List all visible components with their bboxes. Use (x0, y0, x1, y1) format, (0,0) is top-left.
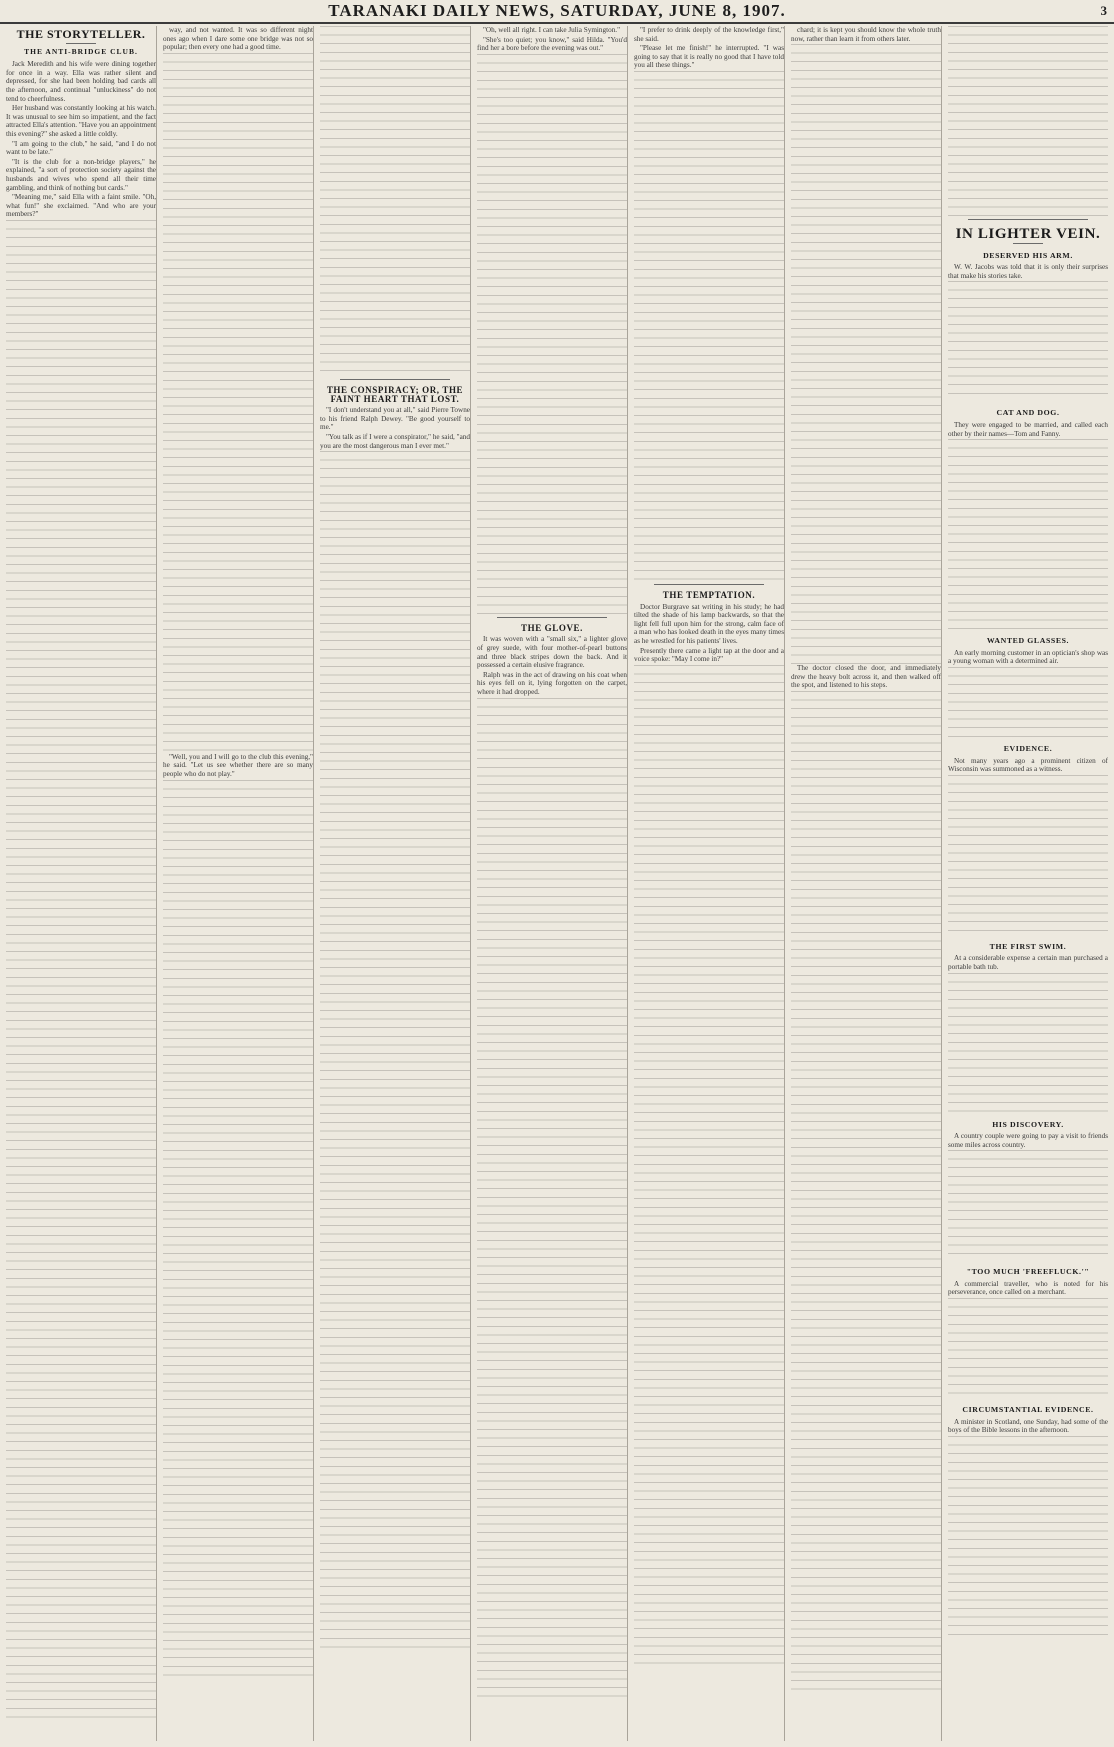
paragraph: At a considerable expense a certain man purchased a portable bath tub. (948, 954, 1108, 971)
paragraph: The doctor closed the door, and immediately drew the heavy bolt across it, and then walked off the spot, and listened to his steps. (791, 664, 941, 690)
body-text-block (634, 71, 784, 581)
body-text-block (320, 451, 470, 1651)
paragraph: "I am going to the club," he said, "and I do not want to be late." (6, 139, 156, 157)
body-text-block (948, 667, 1108, 737)
body-text-block (948, 775, 1108, 935)
paragraph: W. W. Jacobs was told that it is only their surprises that make his stories take. (948, 263, 1108, 280)
body-text-block (477, 54, 627, 614)
divider (497, 617, 607, 618)
paragraph: "I prefer to drink deeply of the knowledge first," she said. (634, 26, 784, 43)
divider (1013, 243, 1043, 244)
paragraph: Not many years ago a prominent citizen of Wisconsin was summoned as a witness. (948, 756, 1108, 774)
body-text-block (163, 780, 313, 1680)
conspiracy-heading: THE CONSPIRACY; OR, THE FAINT HEART THAT LOST. (326, 385, 464, 404)
paragraph: "She's too quiet; you know," said Hilda. "You'd find her a bore before the evening was out." (477, 35, 627, 53)
section-subheading: WANTED GLASSES. (986, 636, 1070, 646)
temptation-heading: THE TEMPTATION. (662, 589, 756, 600)
section-subheading: CAT AND DOG. (996, 408, 1060, 418)
body-text-block (477, 698, 627, 1698)
paragraph: A country couple were going to pay a visit to friends some miles across country. (948, 1132, 1108, 1149)
paragraph: They were engaged to be married, and called each other by their names—Tom and Fanny. (948, 420, 1108, 438)
section-subheading: DESERVED HIS ARM. (983, 250, 1073, 260)
body-text-block (6, 220, 156, 1720)
body-text-block (163, 53, 313, 753)
column-3 (320, 26, 471, 1741)
divider (340, 379, 450, 380)
column-7 (948, 26, 1108, 1741)
column-2 (163, 26, 314, 1741)
lighter-vein-heading: IN LIGHTER VEIN. (955, 226, 1101, 242)
section-subheading: THE FIRST SWIM. (989, 941, 1067, 951)
body-text-block (948, 26, 1108, 216)
section-subheading: EVIDENCE. (1003, 743, 1053, 753)
paragraph: "Please let me finish!" he interrupted. "I was going to say that it is really no good that I have told you all these things." (634, 44, 784, 70)
column-6 (791, 26, 942, 1741)
body-text-block (948, 1150, 1108, 1260)
storyteller-heading: THE STORYTELLER. (16, 27, 146, 41)
paragraph: way, and not wanted. It was so different night ones ago when I dare some one bridge was not so popular; then every one had a good time. (163, 26, 313, 52)
body-text-block (948, 439, 1108, 629)
page-number: 3 (1100, 3, 1108, 18)
paragraph: Her husband was constantly looking at his watch. It was unusual to see him so impatient, and the fact attracted Ella's attention. "Have you an appointment this evening?" she asked a little coldly. (6, 104, 156, 138)
glove-heading: THE GLOVE. (520, 622, 583, 633)
paragraph: Presently there came a light tap at the door and a voice spoke: "May I come in?" (634, 646, 784, 664)
body-text-block (320, 26, 470, 376)
paragraph: An early morning customer in an optician's shop was a young woman with a determined air. (948, 648, 1108, 666)
body-text-block (948, 1436, 1108, 1636)
paragraph: chard; it is kept you should know the whole truth now, rather than learn it from others later. (791, 26, 941, 43)
paragraph: "Meaning me," said Ella with a faint smile. "Oh, what fun!" she exclaimed. "And who are your members?" (6, 193, 156, 219)
divider (654, 584, 764, 585)
section-subheading: HIS DISCOVERY. (992, 1119, 1064, 1129)
paragraph: Jack Meredith and his wife were dining together for once in a way. Ella was rather silent and depressed, for she had been holding bad cards all the afternoon, and continual "unluckiness" do not tend to cheerfulness. (6, 60, 156, 103)
body-text-block (791, 691, 941, 1691)
paragraph: "Well, you and I will go to the club this evening," he said. "Let us see whether there are so many people who do not play." (163, 752, 313, 778)
body-text-block (948, 1298, 1108, 1398)
column-1 (6, 26, 157, 1741)
paragraph: "It is the club for a non-bridge players," he explained, "a sort of protection society against the husbands and wives who spend all their time gambling, and think of nothing but cards." (6, 157, 156, 192)
paragraph: "I don't understand you at all," said Pierre Towne to his friend Ralph Dewey. "Be good yourself to me." (320, 406, 470, 432)
body-text-block (948, 973, 1108, 1113)
paragraph: A minister in Scotland, one Sunday, had some of the boys of the Bible lessons in the afternoon. (948, 1417, 1108, 1435)
paragraph: "Oh, well all right. I can take Julia Symington." (483, 26, 621, 34)
masthead (0, 0, 1114, 24)
masthead-title: TARANAKI DAILY NEWS, SATURDAY, JUNE 8, 1907. (328, 1, 786, 20)
column-4 (477, 26, 628, 1741)
section-subheading: CIRCUMSTANTIAL EVIDENCE. (962, 1405, 1094, 1415)
column-5 (634, 26, 785, 1741)
body-text-block (634, 665, 784, 1665)
paragraph: It was woven with a "small six," a lighter glove of grey suede, with four mother-of-pearl buttons and three black stripes down the back. And it possessed a certain elusive fragrance. (477, 635, 627, 670)
paragraph: Ralph was in the act of drawing on his coat when his eyes fell on it, lying forgotten on the carpet, where it had dropped. (477, 670, 627, 696)
paragraph: "You talk as if I were a conspirator," he said, "and you are the most dangerous man I ever met." (320, 432, 470, 450)
divider (968, 219, 1088, 220)
body-text-block (948, 281, 1108, 401)
section-subheading: "TOO MUCH 'FREEFLUCK.'" (966, 1267, 1090, 1277)
paragraph: A commercial traveller, who is noted for his perseverance, once called on a merchant. (948, 1279, 1108, 1297)
storyteller-subheading: THE ANTI-BRIDGE CLUB. (24, 46, 138, 56)
body-text-block (791, 44, 941, 664)
divider (66, 43, 96, 44)
paragraph: Doctor Burgrave sat writing in his study; he had tilted the shade of his lamp backwards, so that the light fell full upon him for the strong, calm face of a man who has looked death in the eyes many times as he wrestled for his patients' lives. (634, 602, 784, 645)
